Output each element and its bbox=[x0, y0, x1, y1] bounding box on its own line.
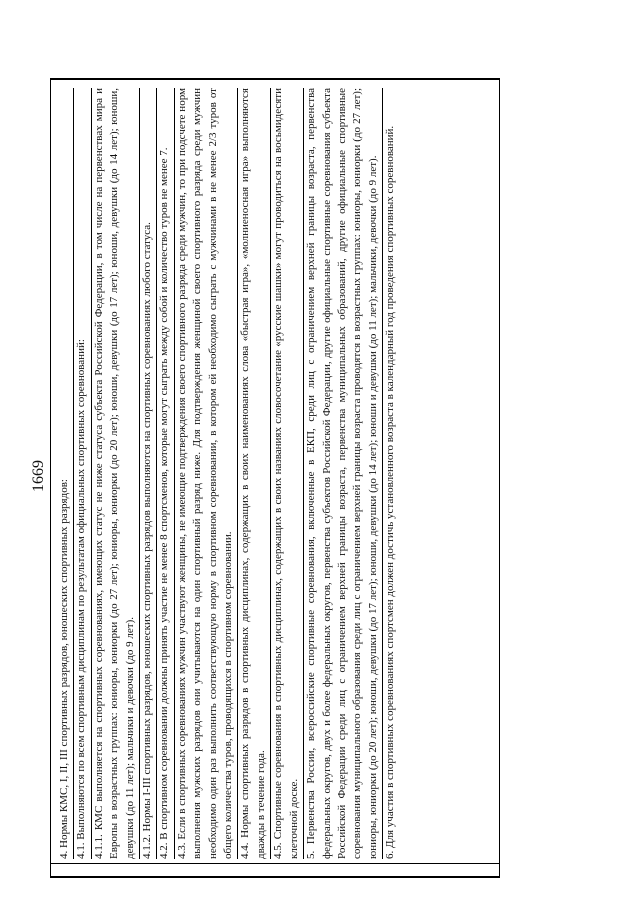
row-text: 4.1.2. Нормы I-III спортивных разрядов, юношеских спортивных разрядов выполняются на спортивных соревнованиях любого статуса. bbox=[141, 222, 154, 859]
table-row bbox=[74, 88, 91, 859]
table-row bbox=[175, 88, 239, 859]
table-body bbox=[51, 78, 499, 864]
table-row bbox=[92, 88, 140, 859]
row-text: 4.5. Спортивные соревнования в спортивных дисциплинах, содержащих в своих названиях словосочетание «русские шашки» могут проводиться на восьмидесяти клеточной доске. bbox=[272, 88, 300, 859]
row-text: 4. Нормы КМС, I, II, III спортивных разрядов, юношеских спортивных разрядов: bbox=[58, 479, 70, 859]
row-text: 5. Первенства России, всероссийские спортивные соревнования, включенные в ЕКП, среди лиц с ограничением верхней границы возраста, первенства федеральных округов, двух и более федеральных округов, первенства субъектов Российской Федерации, другие официальные спортивные соревнования субъекта Российской Федерации среди лиц с ограничением верхней границы возраста, первенства муниципальных образований, другие официальные спортивные соревнования муниципального образования среди лиц с ограничением верхней границы возраста проводятся в возрастных группах: юниоры, юниорки (до 27 лет); юниоры, юниорки (до 20 лет); юноши, девушки (до 17 лет); юноши, девушки (до 14 лет); юноши и девушки (до 11 лет); мальчики, девочки (до 9 лет). bbox=[305, 88, 379, 859]
table-row bbox=[140, 88, 157, 859]
row-text: 4.3. Если в спортивных соревнованиях мужчин участвуют женщины, не имеющие подтверждения своего спортивного разряда среди мужчин, то при подсчете норм выполнения мужских разрядов они учитываются на один спортивный разряд ниже. Для подтверждения женщиной своего спортивного разряда среди мужчин необходимо один раз выполнить соответствующую норму в спортивном соревновании, в котором ей необходимо сыграть с мужчинами в не менее 2/3 туров от общего количества туров, проводящихся в спортивном соревновании. bbox=[175, 88, 235, 859]
table-frame bbox=[50, 78, 500, 878]
table-row bbox=[304, 88, 383, 859]
table-row bbox=[271, 88, 304, 859]
table-row bbox=[383, 88, 399, 859]
table-row bbox=[157, 88, 174, 859]
table-row bbox=[57, 88, 74, 859]
row-text: 4.1.1. КМС выполняется на спортивных соревнованиях, имеющих статус не ниже статуса субъекта Российской Федерации, в том числе на первенствах мира и Европы в возрастных группах: юниоры, юниорки (до 27 лет); юниоры, юниорки (до 20 лет); юноши, девушки (до 17 лет); юноши, девушки (до 14 лет); юноши, девушки (до 11 лет); мальчики и девочки (до 9 лет). bbox=[92, 88, 136, 859]
row-text: 6. Для участия в спортивных соревнованиях спортсмен должен достичь установленного возраста в календарный год проведения спортивных соревнований. bbox=[384, 125, 397, 859]
row-text: 4.4. Нормы спортивных разрядов в спортивных дисциплинах, содержащих в своих наименованиях слова «быстрая игра», «молниеносная игра» выполняются дважды в течение года. bbox=[239, 88, 267, 859]
row-text: 4.1. Выполняются по всем спортивным дисциплинам по результатам официальных спортивных соревнований: bbox=[75, 339, 88, 859]
table-row bbox=[238, 88, 271, 859]
rotated-page bbox=[30, 78, 500, 878]
page-number: 1669 bbox=[30, 460, 47, 492]
row-text: 4.2. В спортивном соревновании должны принять участие не менее 8 спортсменов, которые могут сыграть между собой и количество туров не менее 7. bbox=[158, 147, 171, 859]
